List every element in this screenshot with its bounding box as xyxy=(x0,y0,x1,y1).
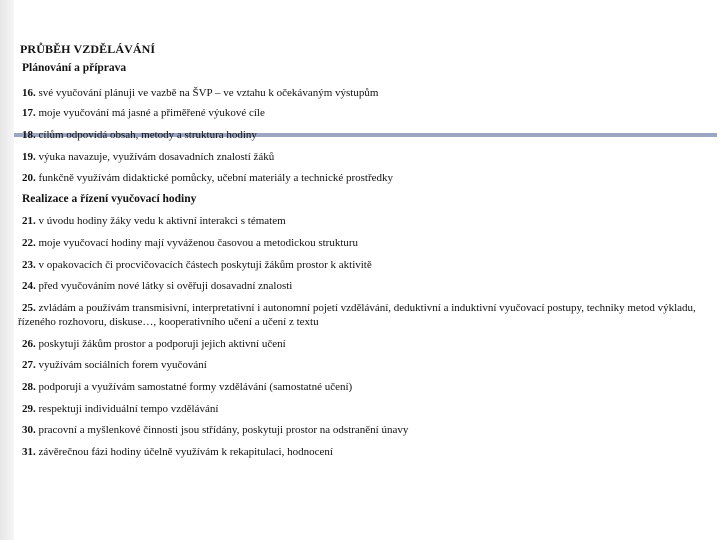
item-text: závěrečnou fázi hodiny účelně využívám k rekapitulaci, hodnocení xyxy=(38,446,333,458)
item-number: 22. xyxy=(22,237,36,249)
item-number: 27. xyxy=(22,359,36,371)
item-text: v úvodu hodiny žáky vedu k aktivní interakci s tématem xyxy=(38,215,286,227)
list-item xyxy=(22,214,286,228)
item-number: 30. xyxy=(22,424,36,436)
list-item xyxy=(22,150,274,164)
list-item xyxy=(22,445,333,459)
item-text: podporuji a využívám samostatné formy vzdělávání (samostatné učení) xyxy=(38,381,353,393)
item-number: 24. xyxy=(22,280,36,292)
item-number: 26. xyxy=(22,338,36,350)
list-item xyxy=(22,106,265,120)
left-decorative-band xyxy=(0,0,14,540)
list-item xyxy=(22,171,393,185)
item-text: funkčně využívám didaktické pomůcky, učební materiály a technické prostředky xyxy=(38,172,394,184)
list-item xyxy=(22,423,408,437)
item-text: cílům odpovídá obsah, metody a struktura hodiny xyxy=(38,129,257,141)
item-text: v opakovacích či procvičovacích částech poskytuji žákům prostor k aktivitě xyxy=(38,259,372,271)
list-item xyxy=(18,301,698,329)
item-number: 20. xyxy=(22,172,36,184)
item-number: 17. xyxy=(22,107,36,119)
item-text: moje vyučování má jasné a přiměřené výukové cíle xyxy=(38,107,265,119)
item-text: respektuji individuální tempo vzdělávání xyxy=(38,403,219,415)
item-text: moje vyučovací hodiny mají vyváženou časovou a metodickou strukturu xyxy=(38,237,359,249)
list-item xyxy=(22,128,257,142)
item-number: 16. xyxy=(22,87,36,99)
item-number: 29. xyxy=(22,403,36,415)
page-heading: PRŮBĚH VZDĚLÁVÁNÍ xyxy=(20,42,156,56)
section-title-realization: Realizace a řízení vyučovací hodiny xyxy=(22,193,197,205)
item-text: pracovní a myšlenkové činnosti jsou střídány, poskytuji prostor na odstranění únavy xyxy=(38,424,409,436)
list-item xyxy=(22,358,207,372)
list-item xyxy=(22,337,286,351)
item-number: 21. xyxy=(22,215,36,227)
item-text: své vyučování plánuji ve vazbě na ŠVP – ve vztahu k očekávaným výstupům xyxy=(38,87,379,99)
item-text: poskytuji žákům prostor a podporuji jejich aktivní učení xyxy=(38,338,286,350)
item-text: využívám sociálních forem vyučování xyxy=(38,359,207,371)
list-item xyxy=(22,402,218,416)
item-text: před vyučováním nové látky si ověřuji dosavadní znalosti xyxy=(38,280,293,292)
item-number: 18. xyxy=(22,129,36,141)
list-item xyxy=(22,380,352,394)
item-number: 25. xyxy=(22,302,36,314)
list-item xyxy=(22,258,372,272)
list-item xyxy=(22,279,292,293)
item-number: 23. xyxy=(22,259,36,271)
item-number: 31. xyxy=(22,446,36,458)
item-text: zvládám a používám transmisivní, interpretativní i autonomní pojetí vzdělávání, deduktivní a induktivní vyučovací postupy, techniky metod výkladu, řízeného rozhovoru, diskuse…, kooperativního učení a učení z textu xyxy=(18,302,696,328)
list-item xyxy=(22,236,358,250)
item-number: 19. xyxy=(22,151,36,163)
section-title-planning: Plánování a příprava xyxy=(22,62,127,74)
item-number: 28. xyxy=(22,381,36,393)
list-item xyxy=(22,86,378,100)
item-text: výuka navazuje, využívám dosavadních znalostí žáků xyxy=(38,151,275,163)
